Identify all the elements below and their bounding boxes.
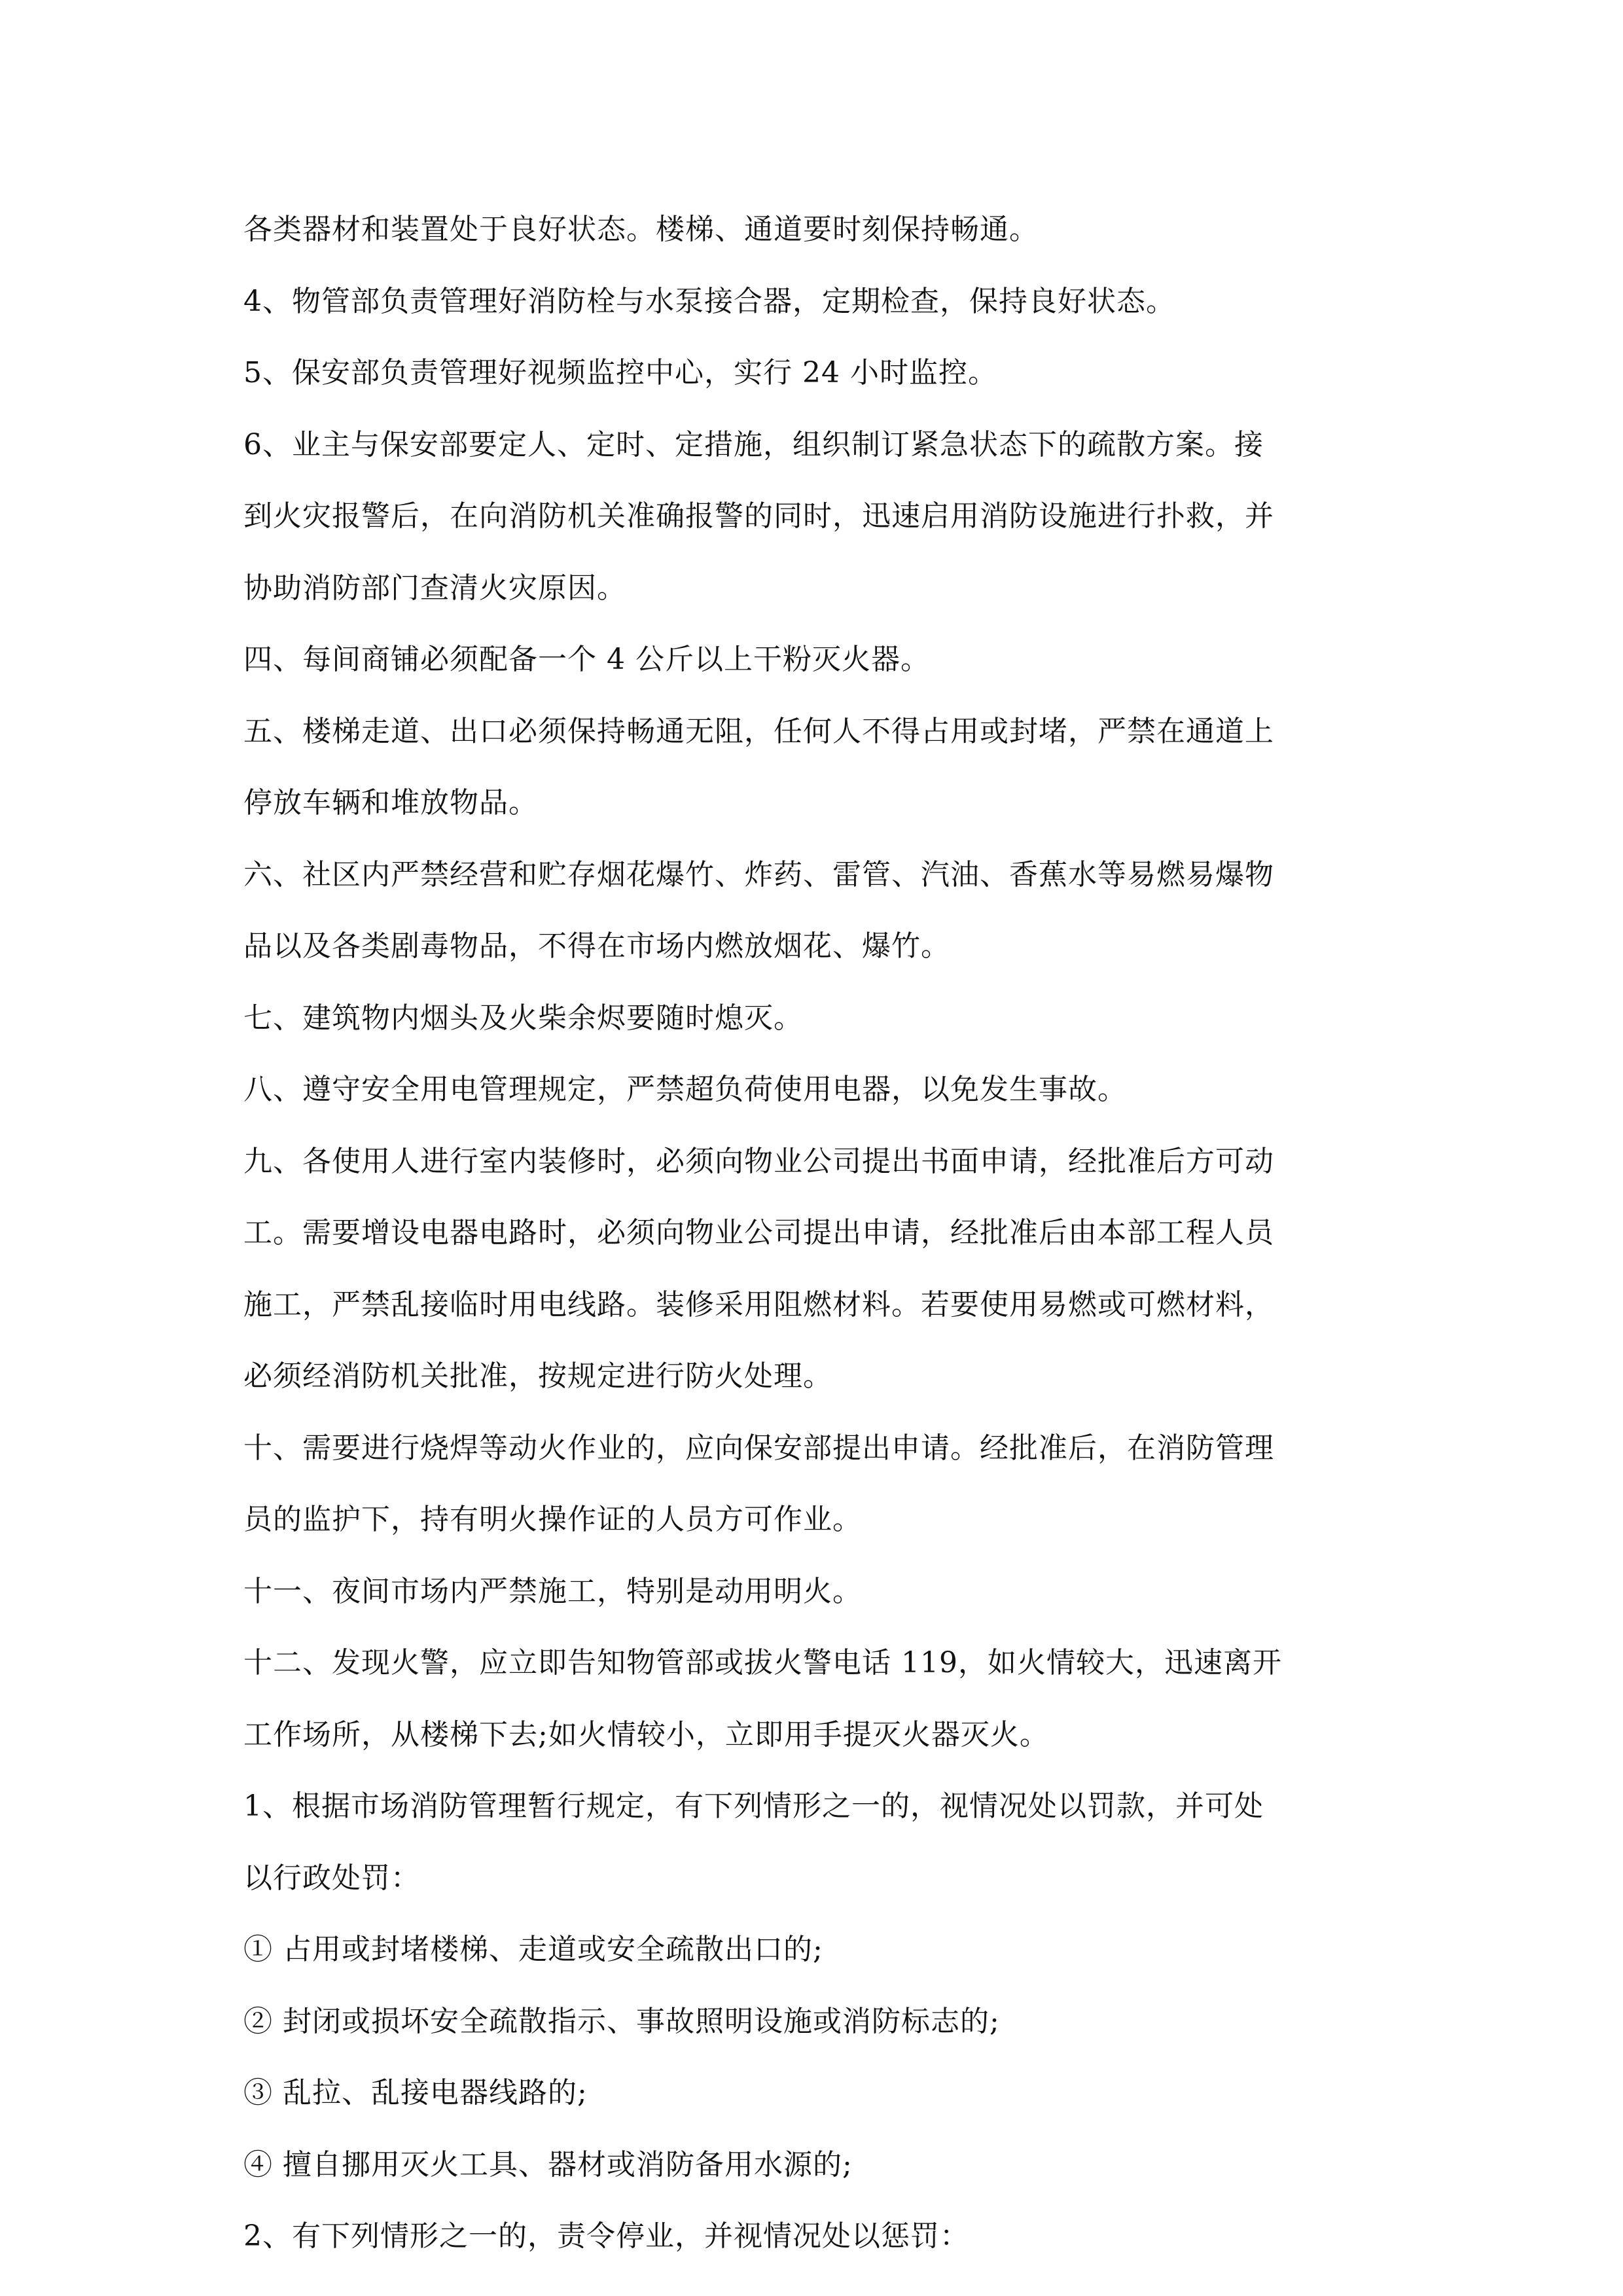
text-line: 十二、发现火警，应立即告知物管部或拔火警电话 119，如火情较大，迅速离开 — [243, 1646, 1282, 1679]
text-line: 五、楼梯走道、出口必须保持畅通无阻，任何人不得占用或封堵，严禁在通道上 — [243, 714, 1274, 748]
text-line: 6、业主与保安部要定人、定时、定措施，组织制订紧急状态下的疏散方案。接 — [243, 427, 1264, 461]
text-line: 八、遵守安全用电管理规定，严禁超负荷使用电器，以免发生事故。 — [243, 1073, 1127, 1106]
document-body — [243, 194, 1408, 2272]
text-line: 十一、夜间市场内严禁施工，特别是动用明火。 — [243, 1574, 862, 1608]
text-line: 品以及各类剧毒物品，不得在市场内燃放烟花、爆竹。 — [243, 929, 950, 963]
text-line: 工作场所，从楼梯下去;如火情较小，立即用手提灭火器灭火。 — [243, 1717, 1049, 1751]
text-line: 七、建筑物内烟头及火柴余烬要随时熄灭。 — [243, 1001, 803, 1035]
text-line: ① 占用或封堵楼梯、走道或安全疏散出口的; — [243, 1933, 823, 1966]
text-line: ③ 乱拉、乱接电器线路的; — [243, 2076, 588, 2109]
text-line: 六、社区内严禁经营和贮存烟花爆竹、炸药、雷管、汽油、香蕉水等易燃易爆物 — [243, 857, 1274, 891]
text-line: 必须经消防机关批准，按规定进行防火处理。 — [243, 1359, 832, 1393]
text-line: 1、根据市场消防管理暂行规定，有下列情形之一的，视情况处以罚款，并可处 — [243, 1789, 1264, 1823]
text-line: 十、需要进行烧焊等动火作业的，应向保安部提出申请。经批准后，在消防管理 — [243, 1431, 1274, 1465]
text-line: ④ 擅自挪用灭火工具、器材或消防备用水源的; — [243, 2147, 853, 2181]
text-line: 4、物管部负责管理好消防栓与水泵接合器，定期检查，保持良好状态。 — [243, 284, 1175, 318]
text-line: 施工，严禁乱接临时用电线路。装修采用阻燃材料。若要使用易燃或可燃材料， — [243, 1287, 1274, 1321]
text-line: 九、各使用人进行室内装修时，必须向物业公司提出书面申请，经批准后方可动 — [243, 1144, 1274, 1178]
text-line: 四、每间商铺必须配备一个 4 公斤以上干粉灭火器。 — [243, 643, 930, 676]
text-line: 工。需要增设电器电路时，必须向物业公司提出申请，经批准后由本部工程人员 — [243, 1216, 1274, 1249]
text-line: 到火灾报警后，在向消防机关准确报警的同时，迅速启用消防设施进行扑救，并 — [243, 499, 1274, 533]
text-line: 员的监护下，持有明火操作证的人员方可作业。 — [243, 1503, 862, 1536]
text-line: 协助消防部门查清火灾原因。 — [243, 571, 626, 605]
text-line: 2、有下列情形之一的，责令停业，并视情况处以惩罚： — [243, 2219, 969, 2253]
text-line: ② 封闭或损坏安全疏散指示、事故照明设施或消防标志的; — [243, 2004, 1000, 2038]
text-line: 停放车辆和堆放物品。 — [243, 786, 538, 819]
text-line: 5、保安部负责管理好视频监控中心，实行 24 小时监控。 — [243, 356, 997, 389]
text-line: 以行政处罚： — [243, 1861, 420, 1895]
text-line: 各类器材和装置处于良好状态。楼梯、通道要时刻保持畅通。 — [243, 213, 1039, 246]
